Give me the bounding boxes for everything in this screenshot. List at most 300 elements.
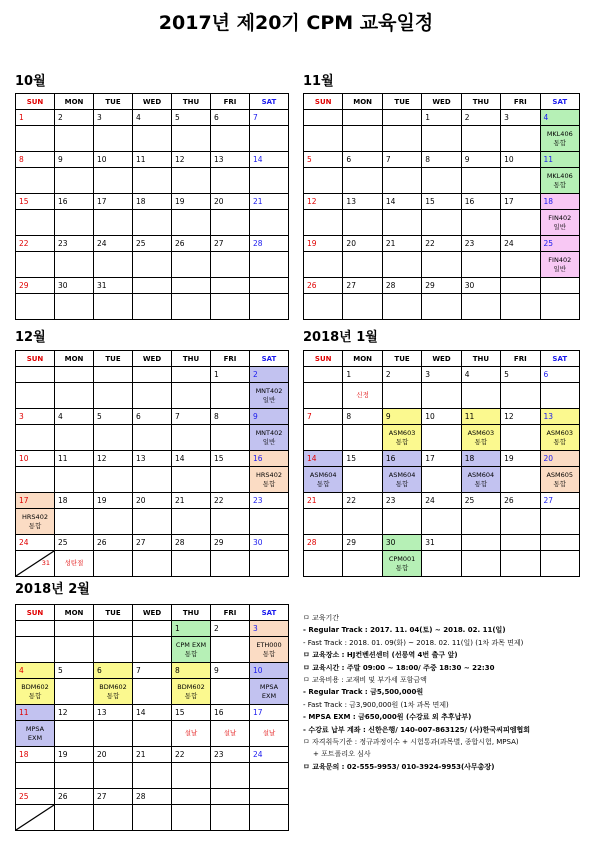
event-cell xyxy=(94,425,133,451)
weekday-header: MON xyxy=(55,94,94,110)
week-row xyxy=(16,493,289,509)
note-line: ㅁ 자격취득기준 : 정규과정이수 + 시험통과(과목별, 종합시험, MPSA) xyxy=(303,738,519,747)
day-number xyxy=(172,278,211,294)
event-cell xyxy=(211,210,250,236)
event-cell xyxy=(250,509,289,535)
day-number: 21 xyxy=(172,493,211,509)
day-number: 22 xyxy=(422,236,461,252)
event-cell xyxy=(133,679,172,705)
day-number: 19 xyxy=(94,493,133,509)
day-number: 6 xyxy=(94,663,133,679)
diagonal-line-icon xyxy=(16,805,54,830)
event-cell xyxy=(16,763,55,789)
day-number: 17 xyxy=(250,705,289,721)
day-number xyxy=(250,789,289,805)
day-number: 5 xyxy=(94,409,133,425)
event-cell xyxy=(461,383,500,409)
day-number: 26 xyxy=(501,493,540,509)
event-label: HRS402 통합 xyxy=(256,470,282,488)
day-number: 17 xyxy=(94,194,133,210)
day-number: 2 xyxy=(55,110,94,126)
event-cell xyxy=(55,637,94,663)
day-number: 25 xyxy=(133,236,172,252)
event-cell xyxy=(16,252,55,278)
event-cell xyxy=(250,467,289,493)
day-number: 9 xyxy=(211,663,250,679)
event-cell xyxy=(94,294,133,320)
event-cell xyxy=(172,126,211,152)
day-number: 5 xyxy=(304,152,343,168)
event-cell xyxy=(211,467,250,493)
day-number: 22 xyxy=(211,493,250,509)
weekday-header: FRI xyxy=(501,351,540,367)
weekday-header: SAT xyxy=(540,94,579,110)
event-cell xyxy=(461,252,500,278)
day-number: 13 xyxy=(343,194,382,210)
month-label-oct: 10월 xyxy=(15,74,46,89)
day-number xyxy=(133,621,172,637)
event-cell xyxy=(94,126,133,152)
event-cell xyxy=(55,467,94,493)
day-number xyxy=(55,367,94,383)
day-number: 3 xyxy=(250,621,289,637)
event-cell xyxy=(172,467,211,493)
day-number: 6 xyxy=(540,367,579,383)
day-number: 9 xyxy=(382,409,421,425)
week-row xyxy=(304,535,580,551)
weekday-header: FRI xyxy=(211,351,250,367)
weekday-header: SUN xyxy=(16,351,55,367)
day-number xyxy=(501,278,540,294)
event-cell xyxy=(133,168,172,194)
event-cell xyxy=(461,509,500,535)
event-cell xyxy=(55,383,94,409)
event-cell xyxy=(94,168,133,194)
week-row xyxy=(16,152,289,168)
note-line: - Regular Track : 2017. 11. 04(토) ~ 2018. 02. 11(일) xyxy=(303,626,506,635)
day-number: 26 xyxy=(172,236,211,252)
event-cell xyxy=(16,509,55,535)
event-label: 신정 xyxy=(356,391,369,399)
event-row xyxy=(16,252,289,278)
event-label: ASM604 통합 xyxy=(467,470,495,488)
day-number: 14 xyxy=(172,451,211,467)
day-number: 25 xyxy=(540,236,579,252)
week-row xyxy=(304,152,580,168)
event-cell xyxy=(211,551,250,577)
event-cell xyxy=(382,126,421,152)
day-number: 3 xyxy=(94,110,133,126)
day-number: 30 xyxy=(250,535,289,551)
event-cell xyxy=(382,467,421,493)
day-number: 7 xyxy=(250,110,289,126)
course-info-notes xyxy=(303,612,591,773)
event-cell xyxy=(211,383,250,409)
event-cell xyxy=(540,509,579,535)
day-number: 15 xyxy=(422,194,461,210)
event-cell xyxy=(16,210,55,236)
weekday-header: SAT xyxy=(250,94,289,110)
day-number: 31 xyxy=(422,535,461,551)
event-cell xyxy=(540,551,579,577)
event-row xyxy=(16,210,289,236)
event-label: ASM604 통합 xyxy=(388,470,416,488)
event-label: ASM604 통합 xyxy=(309,470,337,488)
event-cell xyxy=(382,509,421,535)
event-label: MPSA EXM xyxy=(259,682,279,700)
event-cell xyxy=(55,805,94,831)
day-number: 8 xyxy=(172,663,211,679)
event-cell xyxy=(250,763,289,789)
day-number: 12 xyxy=(55,705,94,721)
day-number: 30 xyxy=(55,278,94,294)
event-cell xyxy=(94,763,133,789)
event-cell xyxy=(422,252,461,278)
event-label: 설날 xyxy=(262,729,276,737)
day-number: 19 xyxy=(172,194,211,210)
event-cell xyxy=(250,805,289,831)
week-row xyxy=(16,663,289,679)
day-number: 14 xyxy=(382,194,421,210)
event-label: ASM603 통합 xyxy=(467,428,495,446)
note-line: + 포트폴리오 심사 xyxy=(313,750,371,759)
event-label: ASM605 통합 xyxy=(546,470,574,488)
day-number: 15 xyxy=(172,705,211,721)
event-cell xyxy=(94,467,133,493)
day-number xyxy=(55,621,94,637)
day-number: 5 xyxy=(501,367,540,383)
event-cell xyxy=(540,294,579,320)
event-cell xyxy=(94,679,133,705)
event-label: CPM EXM 통합 xyxy=(175,640,207,658)
day-number: 19 xyxy=(501,451,540,467)
day-number: 8 xyxy=(16,152,55,168)
event-cell xyxy=(343,126,382,152)
day-number: 6 xyxy=(133,409,172,425)
event-cell xyxy=(343,252,382,278)
day-number: 27 xyxy=(94,789,133,805)
event-cell xyxy=(16,126,55,152)
event-row xyxy=(304,509,580,535)
day-number: 21 xyxy=(250,194,289,210)
day-number xyxy=(343,110,382,126)
event-cell xyxy=(16,637,55,663)
event-cell xyxy=(16,551,55,577)
event-cell xyxy=(133,210,172,236)
day-number: 17 xyxy=(16,493,55,509)
event-cell xyxy=(304,294,343,320)
event-cell xyxy=(382,294,421,320)
weekday-header: THU xyxy=(172,351,211,367)
day-number: 20 xyxy=(540,451,579,467)
event-row xyxy=(16,637,289,663)
day-number xyxy=(250,278,289,294)
event-cell xyxy=(501,168,540,194)
day-number: 29 xyxy=(211,535,250,551)
event-cell xyxy=(133,763,172,789)
calendar-january xyxy=(303,350,580,577)
event-cell xyxy=(172,210,211,236)
event-cell xyxy=(422,425,461,451)
event-label: BDM602 통합 xyxy=(177,682,205,700)
event-cell xyxy=(172,721,211,747)
day-number: 6 xyxy=(343,152,382,168)
day-number: 3 xyxy=(16,409,55,425)
event-row xyxy=(16,721,289,747)
weekday-header: MON xyxy=(55,605,94,621)
event-cell xyxy=(501,509,540,535)
event-cell xyxy=(211,637,250,663)
day-number xyxy=(501,535,540,551)
day-number: 4 xyxy=(55,409,94,425)
day-number: 14 xyxy=(133,705,172,721)
event-cell xyxy=(540,467,579,493)
day-number xyxy=(211,278,250,294)
weekday-header: WED xyxy=(133,351,172,367)
event-cell xyxy=(343,210,382,236)
event-cell xyxy=(211,763,250,789)
weekday-header: SUN xyxy=(304,351,343,367)
note-line: - Fast Track : 금3,900,000원 (1차 과목 면제) xyxy=(303,700,449,709)
day-number: 17 xyxy=(422,451,461,467)
day-number: 22 xyxy=(16,236,55,252)
event-cell xyxy=(343,383,382,409)
event-row xyxy=(304,168,580,194)
month-label-dec: 12월 xyxy=(15,330,46,345)
weekday-header: SAT xyxy=(250,605,289,621)
month-label-feb: 2018년 2월 xyxy=(15,582,90,597)
week-row xyxy=(16,236,289,252)
event-row xyxy=(16,425,289,451)
day-number: 9 xyxy=(55,152,94,168)
week-row xyxy=(16,747,289,763)
event-cell xyxy=(250,551,289,577)
event-cell xyxy=(250,126,289,152)
weekday-header: SUN xyxy=(16,605,55,621)
day-number xyxy=(16,367,55,383)
day-number: 22 xyxy=(343,493,382,509)
week-row xyxy=(16,705,289,721)
day-number: 13 xyxy=(540,409,579,425)
day-number: 30 xyxy=(461,278,500,294)
day-number: 12 xyxy=(172,152,211,168)
day-number: 7 xyxy=(304,409,343,425)
event-cell xyxy=(343,509,382,535)
day-number: 29 xyxy=(16,278,55,294)
event-cell xyxy=(461,294,500,320)
day-number: 19 xyxy=(55,747,94,763)
day-number: 19 xyxy=(304,236,343,252)
event-cell xyxy=(343,425,382,451)
event-cell xyxy=(94,551,133,577)
event-cell xyxy=(94,637,133,663)
event-cell xyxy=(172,551,211,577)
event-cell xyxy=(16,383,55,409)
event-cell xyxy=(343,467,382,493)
event-row xyxy=(16,679,289,705)
day-number xyxy=(382,110,421,126)
weekday-header: WED xyxy=(422,94,461,110)
event-cell xyxy=(133,126,172,152)
event-cell xyxy=(540,168,579,194)
weekday-header: TUE xyxy=(382,94,421,110)
event-cell xyxy=(501,383,540,409)
event-cell xyxy=(94,805,133,831)
event-row xyxy=(304,467,580,493)
event-cell xyxy=(133,425,172,451)
day-number: 25 xyxy=(461,493,500,509)
event-cell xyxy=(250,679,289,705)
day-number xyxy=(133,278,172,294)
week-row xyxy=(16,110,289,126)
event-cell xyxy=(172,383,211,409)
day-number xyxy=(16,621,55,637)
weekday-header: MON xyxy=(55,351,94,367)
event-cell xyxy=(382,551,421,577)
event-cell xyxy=(343,168,382,194)
day-number xyxy=(540,535,579,551)
event-cell xyxy=(133,637,172,663)
day-number: 16 xyxy=(55,194,94,210)
event-cell xyxy=(133,721,172,747)
weekday-header: SUN xyxy=(304,94,343,110)
day-number: 1 xyxy=(422,110,461,126)
day-number: 6 xyxy=(211,110,250,126)
event-cell xyxy=(172,294,211,320)
day-number: 17 xyxy=(501,194,540,210)
week-row xyxy=(16,409,289,425)
day-number: 26 xyxy=(55,789,94,805)
day-number: 1 xyxy=(16,110,55,126)
event-cell xyxy=(133,294,172,320)
calendar-october xyxy=(15,93,289,320)
day-number: 28 xyxy=(304,535,343,551)
event-row xyxy=(16,294,289,320)
event-cell xyxy=(133,509,172,535)
event-cell xyxy=(16,721,55,747)
event-cell xyxy=(55,126,94,152)
day-number: 18 xyxy=(540,194,579,210)
weekday-header: TUE xyxy=(94,605,133,621)
week-row xyxy=(304,451,580,467)
event-row xyxy=(16,168,289,194)
event-cell xyxy=(211,721,250,747)
day-number: 8 xyxy=(343,409,382,425)
weekday-header: SAT xyxy=(250,351,289,367)
day-number: 9 xyxy=(250,409,289,425)
event-cell xyxy=(501,210,540,236)
event-cell xyxy=(172,168,211,194)
day-number: 13 xyxy=(133,451,172,467)
day-number: 27 xyxy=(211,236,250,252)
day-number xyxy=(172,367,211,383)
day-number: 11 xyxy=(133,152,172,168)
event-cell xyxy=(172,637,211,663)
day-number: 16 xyxy=(461,194,500,210)
event-cell xyxy=(343,551,382,577)
event-cell xyxy=(461,210,500,236)
day-number: 29 xyxy=(422,278,461,294)
day-number: 9 xyxy=(461,152,500,168)
day-number: 15 xyxy=(16,194,55,210)
weekday-header: FRI xyxy=(211,605,250,621)
day-number: 7 xyxy=(172,409,211,425)
week-row xyxy=(304,278,580,294)
event-cell xyxy=(55,551,94,577)
day-number xyxy=(461,535,500,551)
day-number: 7 xyxy=(382,152,421,168)
event-row xyxy=(16,467,289,493)
event-cell xyxy=(16,425,55,451)
weekday-header: FRI xyxy=(501,94,540,110)
day-number: 31 xyxy=(94,278,133,294)
day-number: 21 xyxy=(133,747,172,763)
day-number: 26 xyxy=(304,278,343,294)
day-number: 3 xyxy=(422,367,461,383)
day-number xyxy=(94,367,133,383)
event-cell xyxy=(304,383,343,409)
note-line: ㅁ 교육비용 : 교재비 및 부가세 포함금액 xyxy=(303,676,427,685)
day-number: 23 xyxy=(250,493,289,509)
event-row xyxy=(16,805,289,831)
event-cell xyxy=(16,168,55,194)
week-row xyxy=(16,367,289,383)
day-number: 21 xyxy=(382,236,421,252)
day-number: 10 xyxy=(422,409,461,425)
event-cell xyxy=(501,425,540,451)
event-cell xyxy=(461,425,500,451)
event-cell xyxy=(172,763,211,789)
day-number: 5 xyxy=(55,663,94,679)
day-number: 29 xyxy=(343,535,382,551)
event-cell xyxy=(304,252,343,278)
day-number: 11 xyxy=(540,152,579,168)
event-cell xyxy=(16,467,55,493)
day-number xyxy=(540,278,579,294)
day-number: 2 xyxy=(211,621,250,637)
event-cell xyxy=(382,168,421,194)
event-cell xyxy=(133,805,172,831)
weekday-header: THU xyxy=(172,94,211,110)
day-number: 24 xyxy=(16,535,55,551)
event-cell xyxy=(422,126,461,152)
week-row xyxy=(304,493,580,509)
event-cell xyxy=(16,294,55,320)
event-row xyxy=(16,763,289,789)
event-cell xyxy=(133,551,172,577)
day-number: 4 xyxy=(16,663,55,679)
day-number: 11 xyxy=(55,451,94,467)
event-cell xyxy=(133,383,172,409)
day-number: 16 xyxy=(211,705,250,721)
day-number: 24 xyxy=(501,236,540,252)
note-line: ㅁ 교육장소 : HJ컨벤션센터 (선릉역 4번 출구 앞) xyxy=(303,651,458,660)
event-label: 성탄절 xyxy=(64,559,84,567)
note-line: - Fast Track : 2018. 01. 09(화) ~ 2018. 02. 11(일) (1차 과목 면제) xyxy=(303,638,524,647)
day-number: 12 xyxy=(94,451,133,467)
calendar-february xyxy=(15,604,289,831)
weekday-header: TUE xyxy=(94,94,133,110)
document-title: 2017년 제20기 CPM 교육일정 xyxy=(158,12,434,34)
day-number: 30 xyxy=(382,535,421,551)
event-cell xyxy=(304,467,343,493)
day-number: 20 xyxy=(343,236,382,252)
weekday-header: THU xyxy=(172,605,211,621)
event-cell xyxy=(55,509,94,535)
day-number: 23 xyxy=(461,236,500,252)
day-number: 12 xyxy=(501,409,540,425)
event-cell xyxy=(501,467,540,493)
